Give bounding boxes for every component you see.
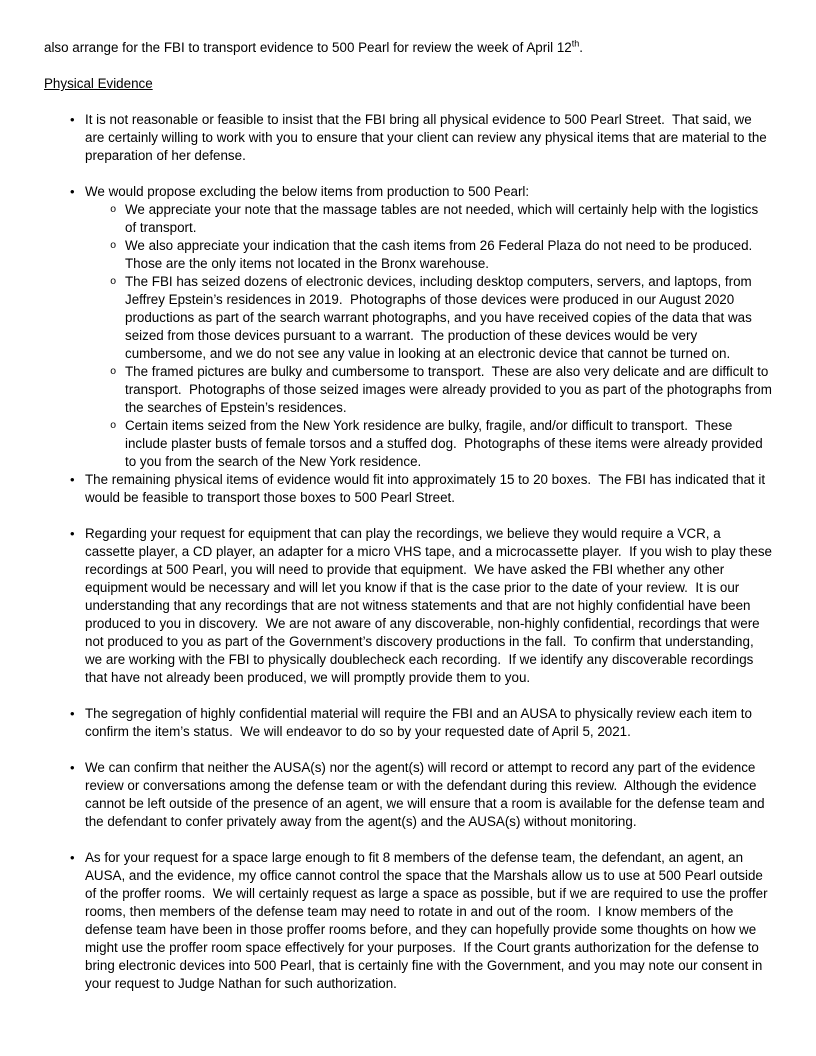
list-item-text: It is not reasonable or feasible to insist that the FBI bring all physical evidence to 500 Pearl Street. That said, we are certainly willing to work with you to ensure that your client can review any physical items that are material to the preparation of her defense. [85, 112, 771, 163]
list-item-text: We can confirm that neither the AUSA(s) nor the agent(s) will record or attempt to record any part of the evidence review or conversations among the defense team or with the defendant during this review. Although the evidence cannot be left outside of the presence of an agent, we will ensure that a room is available for the defense team and the defendant to confer privately away from the agent(s) and the AUSA(s) without monitoring. [85, 760, 769, 829]
list-item-text: We also appreciate your indication that the cash items from 26 Federal Plaza do not need to be produced. Those are the only items not located in the Bronx warehouse. [125, 238, 760, 271]
list-item [44, 525, 776, 687]
list-item [44, 363, 776, 417]
list-item [44, 471, 772, 507]
intro-paragraph [44, 39, 772, 57]
list-item [44, 111, 772, 165]
intro-suffix: . [579, 40, 583, 55]
list-item [44, 201, 772, 237]
bullet-icon: • [70, 850, 75, 865]
list-item-text: The segregation of highly confidential material will require the FBI and an AUSA to physically review each item to confirm the item’s status. We will endeavor to do so by your requested date of April 5, 2021. [85, 706, 756, 739]
bullet-icon: • [70, 112, 75, 127]
circle-bullet-icon: o [110, 240, 117, 252]
list-item-text: As for your request for a space large enough to fit 8 members of the defense team, the defendant, an agent, an AUSA, and the evidence, my office cannot control the space that the Marshals allow us to use at 500 Pearl outside of the proffer rooms. We will certainly request as large a space as possible, but if we are required to use the proffer rooms, then members of the defense team may need to rotate in and out of the room. I know members of the defense team have been in those proffer rooms before, and they can hopefully provide some thoughts on how we might use the proffer room space effectively for your purposes. If the Court grants authorization for the defense to bring electronic devices into 500 Pearl, that is certainly fine with the Government, and you may note our consent in your request to Judge Nathan for such authorization. [85, 850, 772, 991]
list-item [44, 273, 772, 363]
bullet-icon: • [70, 760, 75, 775]
bullet-icon: • [70, 526, 75, 541]
list-item-text: We would propose excluding the below items from production to 500 Pearl: [85, 184, 530, 199]
list-item [44, 237, 772, 273]
list-item-text: Regarding your request for equipment that can play the recordings, we believe they would require a VCR, a cassette player, a CD player, an adapter for a micro VHS tape, and a microcassette player. If you wish to play these recordings at 500 Pearl, you will need to provide that equipment. We have asked the FBI whether any other equipment would be necessary and will let you know if that is the case prior to the date of your review. It is our understanding that any recordings that are not witness statements and that are not highly confidential have been produced to you in discovery. We are not aware of any discoverable, non-highly confidential, recordings that were not produced to you as part of the Government’s discovery productions in the fall. To confirm that understanding, we are working with the FBI to physically doublecheck each recording. If we identify any discoverable recordings that have not already been produced, we will promptly provide them to you. [85, 526, 776, 685]
list-item-text: The framed pictures are bulky and cumbersome to transport. These are also very delicate and are difficult to transport. Photographs of those seized images were already provided to you as part of the photographs from the searches of Epstein’s residences. [125, 364, 776, 415]
list-item [44, 417, 772, 471]
list-item [44, 183, 772, 201]
list-item-text: We appreciate your note that the massage tables are not needed, which will certainly help with the logistics of transport. [125, 202, 762, 235]
circle-bullet-icon: o [110, 366, 117, 378]
ordinal-superscript: th [571, 38, 580, 49]
list-item [44, 849, 772, 993]
bullet-icon: • [70, 472, 75, 487]
circle-bullet-icon: o [110, 420, 117, 432]
bullet-icon: • [70, 706, 75, 721]
list-item [44, 705, 772, 741]
circle-bullet-icon: o [110, 204, 117, 216]
section-heading: Physical Evidence [44, 76, 153, 91]
list-item-text: The FBI has seized dozens of electronic devices, including desktop computers, servers, and laptops, from Jeffrey Epstein’s residences in 2019. Photographs of those devices were produced in our August 2020 productions as part of the search warrant photographs, and you have received copies of the data that was seized from those devices pursuant to a warrant. The production of these devices would be very cumbersome, and we do not see any value in looking at an electronic device that cannot be turned on. [125, 274, 756, 361]
bullet-icon: • [70, 184, 75, 199]
circle-bullet-icon: o [110, 276, 117, 288]
intro-text: also arrange for the FBI to transport evidence to 500 Pearl for review the week of April 12 [44, 40, 572, 55]
list-item-text: The remaining physical items of evidence would fit into approximately 15 to 20 boxes. The FBI has indicated that it would be feasible to transport those boxes to 500 Pearl Street. [85, 472, 769, 505]
bullet-list [44, 111, 776, 993]
list-item [44, 759, 772, 831]
list-item-text: Certain items seized from the New York residence are bulky, fragile, and/or difficult to transport. These include plaster busts of female torsos and a stuffed dog. Photographs of these items were already provided to you from the search of the New York residence. [125, 418, 767, 469]
